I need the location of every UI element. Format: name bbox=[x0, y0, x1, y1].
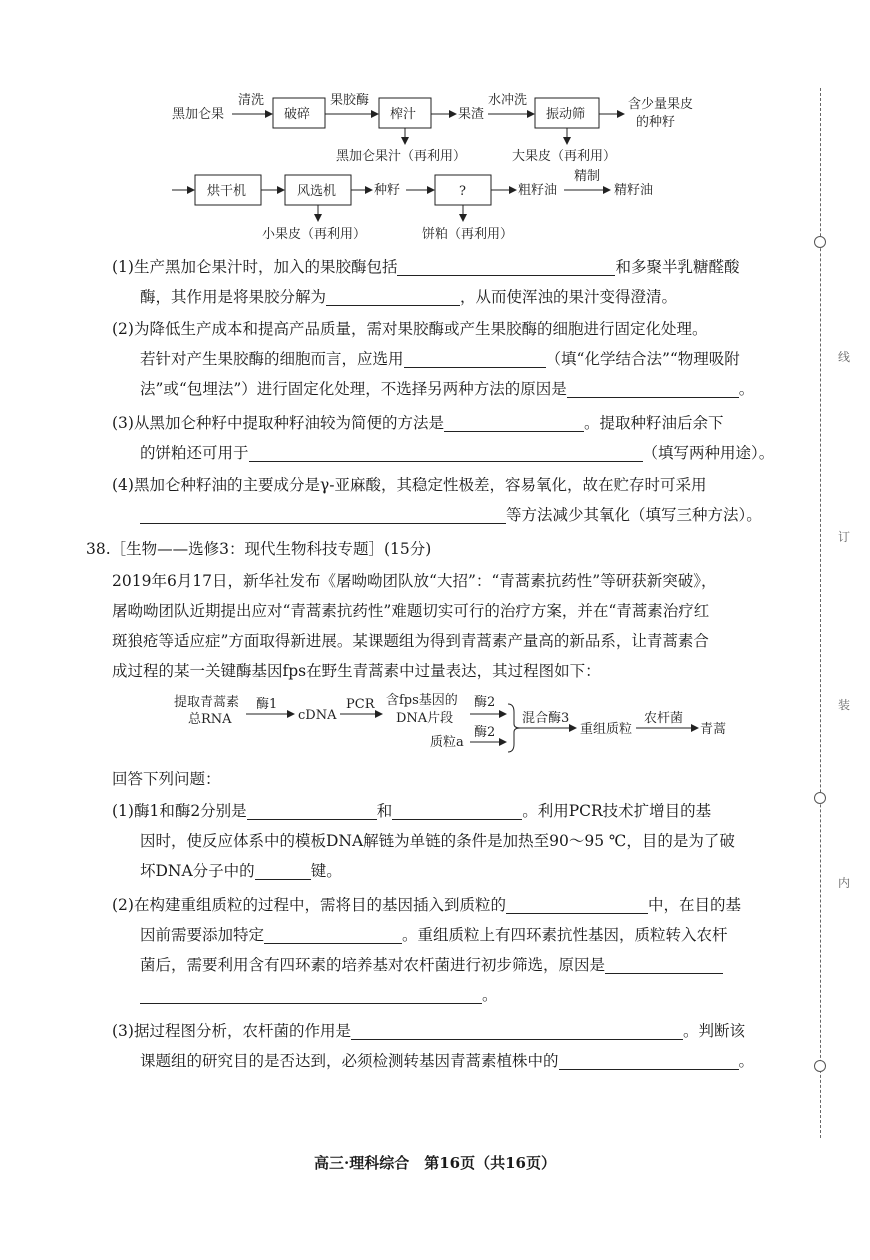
flow1-sub2: 大果皮（再利用） bbox=[512, 149, 617, 164]
q38-part2: (2)在构建重组质粒的过程中，需将目的基因插入到质粒的 中，在目的基 因前需要添加特定 。重组质粒上有四环素抗性基因，质粒转入农杆 菌后，需要利用含有四环素的培养基对农杆菌进行初步筛选，原因是 。 bbox=[112, 896, 741, 1004]
flow2-arrow-agrobacterium: 农杆菌 bbox=[644, 711, 684, 726]
page-footer: 高三·理科综合 第16页（共16页） bbox=[314, 1154, 556, 1172]
flow1-box-crush-label: 破碎 bbox=[284, 107, 311, 122]
flow2-arrow-enzyme2-bottom: 酶2 bbox=[474, 725, 496, 740]
q38-intro: 2019年6月17日，新华社发布《屠呦呦团队放“大招”：“青蒿素抗药性”等研获新突破》， 屠呦呦团队近期提出应对“青蒿素抗药性”难题切实可行的治疗方案，并在“青蒿素治疗红 斑狼疮等适应症”方面取得新进展。某课题组为得到青蒿素产量高的新品系，让青蒿素合 成过程的某一关键酶基因fps在野生青蒿素中过量表达，其过程图如下： bbox=[112, 572, 717, 680]
q37-blank-2[interactable] bbox=[326, 287, 460, 306]
margin-char-4: 内 bbox=[838, 876, 851, 890]
flow1-end-line2: 的种籽 bbox=[636, 115, 676, 130]
flow2-node-artemisia: 青蒿 bbox=[700, 722, 727, 737]
flow2-node-plasmid: 质粒a bbox=[430, 735, 464, 750]
flow1-end-refined-oil: 精籽油 bbox=[614, 183, 654, 198]
q37-blank-4[interactable] bbox=[567, 379, 739, 398]
q37-part4: (4)黑加仑种籽油的主要成分是γ-亚麻酸，其稳定性极差，容易氧化，故在贮存时可采用 等方法减少其氧化（填写三种方法）。 bbox=[112, 476, 762, 524]
flow1-box-dryer-label: 烘干机 bbox=[207, 184, 247, 199]
flow1-box-unknown-label: ? bbox=[459, 184, 466, 199]
q38-blank-4[interactable] bbox=[506, 895, 648, 914]
flow2-arrow-enzyme1: 酶1 bbox=[256, 697, 278, 712]
flow1-box-winnower-label: 风选机 bbox=[297, 184, 337, 199]
flow1-step2-label: 果胶酶 bbox=[330, 93, 370, 108]
flow1-box-juice-label: 榨汁 bbox=[390, 107, 417, 122]
q38-blank-6[interactable] bbox=[605, 955, 723, 974]
margin-char-1: 线 bbox=[838, 350, 851, 364]
q38-part3: (3)据过程图分析，农杆菌的作用是 。判断该 课题组的研究目的是否达到，必须检测转基因青蒿素植株中的 。 bbox=[112, 1022, 755, 1070]
flow1-end-line1: 含少量果皮 bbox=[628, 97, 694, 112]
flow2-node-rna-line1: 提取青蒿素 bbox=[174, 695, 240, 710]
flow1-step3-label: 水冲洗 bbox=[488, 93, 528, 108]
flow2-arrow-enzyme3: 混合酶3 bbox=[522, 711, 570, 726]
flow1-sub1: 黑加仑果汁（再利用） bbox=[336, 149, 467, 164]
q38-blank-3[interactable] bbox=[255, 861, 311, 880]
q38-header: 38.［生物——选修3：现代生物科技专题］(15分) bbox=[86, 540, 432, 558]
q37-part1: (1)生产黑加仑果汁时，加入的果胶酶包括 和多聚半乳糖醛酸 酶，其作用是将果胶分解为 ，从而使浑浊的果汁变得澄清。 bbox=[112, 258, 740, 306]
flow1-box-sieve-label: 振动筛 bbox=[546, 107, 586, 122]
binding-hole-1 bbox=[814, 236, 826, 248]
q38-blank-7[interactable] bbox=[140, 985, 482, 1004]
q38-answer-prompt: 回答下列问题： bbox=[112, 770, 221, 788]
flow1-mid-seed: 种籽 bbox=[374, 183, 401, 198]
flow2-node-recombinant: 重组质粒 bbox=[580, 722, 633, 737]
q38-blank-8[interactable] bbox=[351, 1021, 683, 1040]
q38-blank-5[interactable] bbox=[264, 925, 402, 944]
binding-hole-2 bbox=[814, 792, 826, 804]
flow1-sub4: 饼粕（再利用） bbox=[422, 227, 514, 242]
margin-char-2: 订 bbox=[838, 530, 851, 544]
flow1-mid-crude-oil: 粗籽油 bbox=[518, 183, 558, 198]
binding-hole-3 bbox=[814, 1060, 826, 1072]
q37-part3: (3)从黑加仑种籽中提取种籽油较为简便的方法是 。提取种籽油后余下 的饼粕还可用于 （填写两种用途）。 bbox=[112, 414, 775, 462]
q38-part1: (1)酶1和酶2分别是 和 。利用PCR技术扩增目的基 因时，使反应体系中的模板DNA解链为单链的条件是加热至90～95 ℃，目的是为了破 坏DNA分子中的 键。 bbox=[112, 802, 735, 880]
flow2-node-rna-line2: 总RNA bbox=[188, 712, 232, 727]
flow1-step-refine: 精制 bbox=[574, 169, 601, 184]
q37-blank-6[interactable] bbox=[249, 443, 643, 462]
flow2-node-cdna: cDNA bbox=[298, 708, 337, 723]
flow2-node-dna-line1: 含fps基因的 bbox=[386, 693, 458, 708]
process-flowchart-2 bbox=[168, 690, 768, 754]
margin-char-3: 装 bbox=[838, 698, 851, 712]
q37-blank-1[interactable] bbox=[397, 257, 615, 276]
flow1-sub3: 小果皮（再利用） bbox=[262, 227, 367, 242]
flow2-arrow-pcr: PCR bbox=[346, 697, 375, 712]
flow2-arrow-enzyme2-top: 酶2 bbox=[474, 695, 496, 710]
flow1-start: 黑加仑果 bbox=[172, 107, 225, 122]
q37-blank-3[interactable] bbox=[404, 349, 546, 368]
q37-blank-5[interactable] bbox=[444, 413, 584, 432]
q38-blank-9[interactable] bbox=[559, 1051, 739, 1070]
process-flowchart-1 bbox=[160, 86, 760, 246]
flow1-mid-pomace: 果渣 bbox=[458, 107, 485, 122]
q38-blank-2[interactable] bbox=[392, 801, 522, 820]
q37-blank-7[interactable] bbox=[140, 505, 506, 524]
flow1-step1-label: 清洗 bbox=[238, 93, 265, 108]
q38-blank-1[interactable] bbox=[247, 801, 377, 820]
q37-part2: (2)为降低生产成本和提高产品质量，需对果胶酶或产生果胶酶的细胞进行固定化处理。 若针对产生果胶酶的细胞而言，应选用 （填“化学结合法”“物理吸附 法”或“包埋法”）进行固定化处理，不选择另两种方法的原因是 。 bbox=[112, 320, 755, 398]
flow2-node-dna-line2: DNA片段 bbox=[396, 711, 454, 726]
